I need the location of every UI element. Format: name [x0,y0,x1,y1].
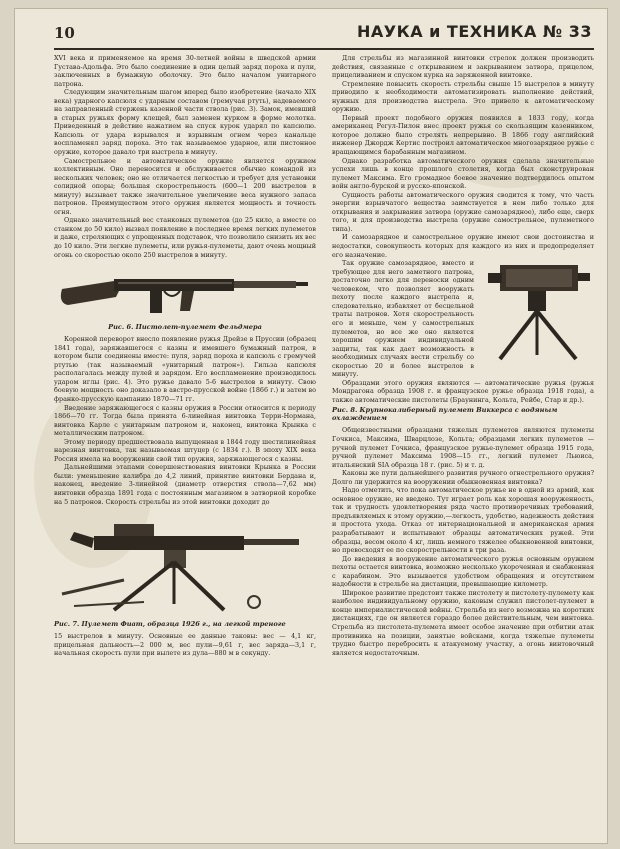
paragraph: Образцами этого оружия являются — автоматические ружья (ружья Мондрагона образца 1908 г. и французское ружье образца 1918 года), а также автоматические пистолеты (Браунинга, Кольта, Рейбе, Стар и др.). [332,378,594,404]
submachine-gun-illustration [54,259,316,321]
paragraph: Однако разработка автоматического оружия сделала значительные успехи лишь в конце прошлого столетия, когда был сконструирован пулемет Максима. Его громадное боевое значение подтвердилось опытом войн англо-бурской и русско-японской. [332,156,594,191]
figure-8-caption: Рис. 8. Крупнокалиберный пулемет Виккерса с водяным охлаждением [332,406,558,423]
paragraph: Надо отметить, что пока автоматическое ружье не в одной из армий, как основное оружие, не введено. Тут играет роль как хорошая вооруженность, так и трудность удовлетворения ряда часто противоречивых требований, предъявляемых к этому оружию,—легкость, удобство, надежность действия и простота ухода. Отказ от интернациональной и американская армия разрабатывают и испытывают образцы автоматических ружей. Эти образцы, весом около 4 кг, лишь немного тяжелее обыкновенной винтовки, но превосходят ее по скорострельности в три раза. [332,486,594,555]
paragraph: Дальнейшими этапами совершенствования винтовки Крынка в России были: уменьшение калибра до 4,2 линий, принятие винтовки Бердана и, наконец, введение 3-линейной (диаметр отверстия ствола—7,62 мм) винтовки образца 1891 года с постоянным магазином в затворной коробке на 5 патронов. Скорость стрельбы из этой винтовки доходит до [54,463,316,506]
paragraph: Этому периоду предшествовала выпущенная в 1844 году шестилинейная нарезная винтовка, так называемая штуцер (с 1834 г.). В эпоху XIX века Россия имела на вооружении свой тип оружия, заряжающегося с казны. [54,437,316,463]
heavy-machine-gun-illustration [480,259,594,363]
paragraph: Следующим значительным шагом вперед было изобретение (начало XIX века) ударного капсюля с ударным составом (гремучая ртуть), надеваемого на заправленный стержень казенной части ствола (рис. 3). Замок, имевший в старых ружьях форму клещей, был заменен курком в форме молотка. Приведенный в действие нажатием на спуск курок ударял по капсюлю. Капсюль от удара взрывался и взрывным огнем через канальце воспламенял заряд пороха. Это так называемое ударное, или пистонное оружие, которое давало три выстрела в минуту. [54,88,316,157]
figure-7-caption: Рис. 7. Пулемет Фиат, образца 1926 г., на легкой треноге [54,620,286,629]
paragraph: Стремление повысить скорость стрельбы свыше 15 выстрелов в минуту приводило к необходимости автоматизировать выполнение действий, нужных для производства выстрела. Это привело к автоматическому оружию. [332,79,594,114]
left-column [54,54,316,658]
machine-gun-tripod-illustration [54,506,316,618]
magazine-page [14,8,608,844]
paragraph: Введение заряжающегося с казны оружия в России относится к периоду 1866—70 гг. Тогда была принята 6-линейная винтовка Терри-Нормана, винтовка Карле с унитарным патроном и, наконец, винтовка Крынка с металлическим патроном. [54,403,316,438]
paragraph: Так оружие самозарядное, вместо и требующее для него заметного патрона, достаточно легко для переноски одним человеком, что позволяет вооружать пехоту после каждого выстрела и, следовательно, избавляет от бесцельной траты патронов. Хотя скорострельность его и меньше, чем у самострельных пулеметов, но все же оно является хорошим оружием индивидуальной защиты, так как дает возможность в необходимых случаях вести стрельбу со скоростью 20 и более выстрелов в минуту. [332,259,474,379]
paragraph: Первый проект подобного оружия появился в 1833 году, когда американец Регул-Пилон внес проект ружья со скользящим казенником, которое должно было стрелять непрерывно. В 1866 году английский инженер Джордж Кертис построил автоматическое многозарядное ружье с вращающимся барабанным магазином. [332,113,594,157]
figure-8-block [332,259,594,379]
paragraph: И самозарядное и самострельное оружие имеют свои достоинства и недостатки, совокупность которых для каждого из них и предопределяет его назначение. [332,233,594,259]
journal-title: НАУКА и ТЕХНИКА № 33 [357,22,592,41]
paragraph: Каковы же пути дальнейшего развития ручного огнестрельного оружия? Долго ли удержится на вооружении обыкновенная винтовка? [332,469,594,486]
paragraph: 15 выстрелов в минуту. Основные ее данные таковы: вес — 4,1 кг, прицельная дальность—2 000 м, вес пули—9,61 г, вес заряда—3,1 г, начальная скорость пули при вылете из дула—880 м в секунду. [54,632,316,658]
paragraph: Общеизвестными образцами тяжелых пулеметов являются пулеметы Гочкиса, Максима, Шварцлозе, Кольта; образцами легких пулеметов — ручной пулемет Гочкиса, французское ружье-пулемет образца 1915 года, ручной пулемет Максима 1908—15 гг., легкий пулемет Льюиса, итальянский SIA образца 18 г. (рис. 5) и т. д. [332,426,594,469]
right-column [332,54,594,657]
page-header [54,22,594,50]
paragraph: Однако значительный вес станковых пулеметов (до 25 кило, а вместе со станком до 50 кило) вызвал появление в последнее время легких пулеметов и даже, стреляющих с упрощенных подставок, что позволило снизить их вес до 10 кило. Эти легкие пулеметы, или ружья-пулеметы, дают очень мощный огонь со скоростью около 250 выстрелов в минуту. [54,216,316,259]
paragraph: Для стрельбы из магазинной винтовки стрелок должен производить действия, связанные с открыванием и закрыванием затвора, прицелом, прицеливанием и спуском курка на заряженной винтовке. [332,54,594,80]
paragraph: До введения в вооружение автоматического ружья основным оружием пехоты остается винтовка, возможно несколько укороченная и снабженная с карабином. Это вызывается удобством обращения и отсутствием надобности в стрельбе на дистанции, превышающие километр. [332,554,594,589]
paragraph: Широкое развитие предстоит также пистолету и пистолету-пулемету как наиболее индивидуальному оружию, каковым служил пистолет-пулемет в конце империалистической войны. Стрельба из него возможна на коротких дистанциях, где он является гораздо более действительным, чем винтовка. Стрельба из пистолета-пулемета имеет особое значение при отбитии атак противника на позиции, занятые войсками, когда тяжелые пулеметы трудно быстро перебросить к атакуемому участку, а огонь винтовочный является недостаточным. [332,588,594,657]
paragraph: Самострельное и автоматическое оружие является оружием коллективным. Оно переносится и обслуживается обычно командой из нескольких человек; оно не отличается легкостью и требует для установки солидной опоры; большая скорострельность (600—1 200 выстрелов в минуту) вызывает также значительное увеличение веса нужного запаса патронов. Преимуществом этого оружия является мощность и точность огня. [54,156,316,216]
paragraph: XVI века и применяемое на время 30-летней войны в шведской армии Густава-Адольфа. Это было соединение в один целый заряд пороха и пули, заключенных в бумажную оболочку. Это было началом унитарного патрона. [54,54,316,88]
paragraph: Сущность работы автоматического оружия сводится к тому, что часть энергии взрывчатого вещества заимствуется в нем либо только для открывания и закрывания затвора (оружие самозарядное), либо еще, сверх того, и для производства выстрела (оружие самострельное, пулеметного типа). [332,190,594,233]
paragraph: Коренной переворот внесло появление ружья Дрейзе в Пруссии (образец 1841 года), заряжавшегося с казны и имевшего бумажный патрон, в котором были соединены вместе: пуля, заряд пороха и капсюль с гремучей ртутью (так называемый «унитарный патрон»). Гильза капсюля располагалась между пулей и зарядом. Его воспламенение производилось ударом иглы (рис. 4). Это ружье давало 5-6 выстрелов в минуту. Свою боевую мощность оно доказало в австро-прусской войне (1866 г.) и затем во франко-прусскую кампанию 1870—71 гг. [54,335,316,403]
figure-6-caption: Рис. 6. Пистолет-пулемет Фельдмера [108,323,262,332]
page-number: 10 [54,24,75,42]
